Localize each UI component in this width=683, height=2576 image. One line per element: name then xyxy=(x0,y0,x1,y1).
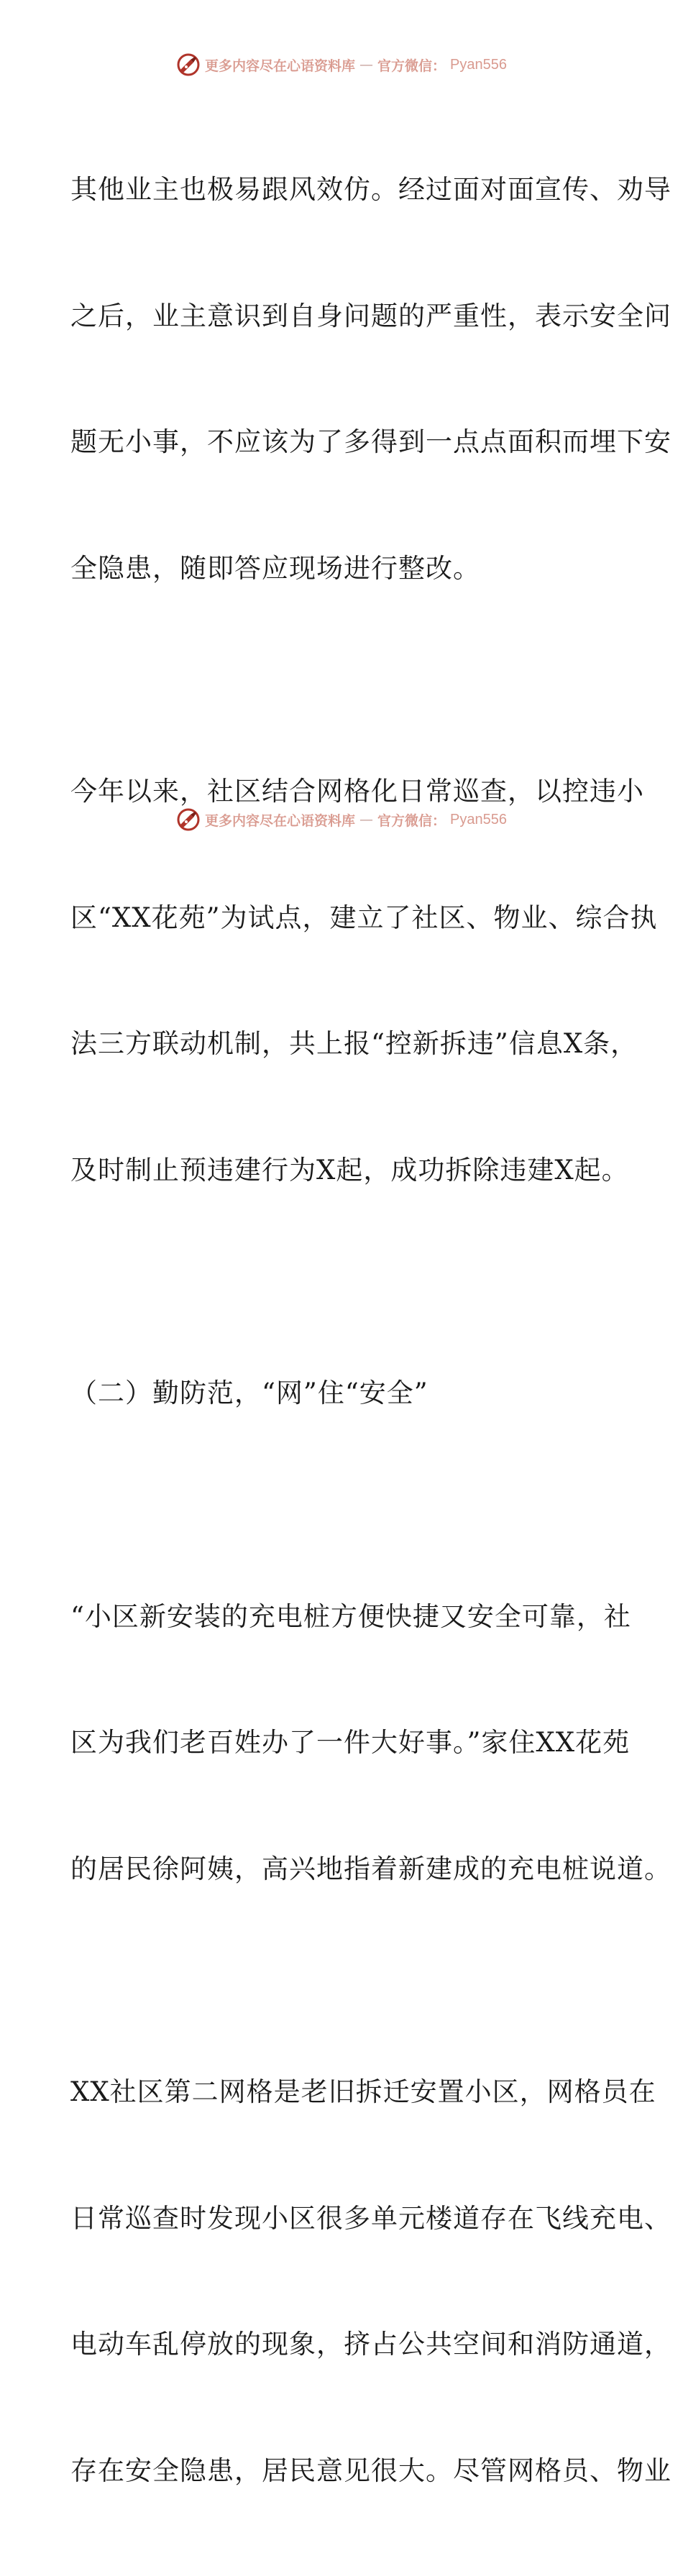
section-heading xyxy=(70,1288,624,1499)
banner-separator: — xyxy=(359,57,374,73)
banner-wechat-label: 官方微信： xyxy=(377,812,446,829)
banner-slogan: 更多内容尽在心语资料库 xyxy=(205,812,356,829)
text-line: 今年以来，社区结合网格化日常巡查，以控违小 xyxy=(70,776,644,807)
text-line: 全隐患，随即答应现场进行整改。 xyxy=(70,552,480,584)
text-line: 题无小事，不应该为了多得到一点点面积而埋下安 xyxy=(70,426,671,457)
text-line: “小区新安装的充电桩方便快捷又安全可靠，社 xyxy=(70,1600,631,1632)
text-line: 其他业主也极易跟风效仿。经过面对面宣传、劝导 xyxy=(70,174,671,205)
text-line: 电动车乱停放的现象，挤占公共空间和消防通道， xyxy=(70,2329,671,2360)
paragraph xyxy=(70,1512,671,1975)
banner-wechat-label: 官方微信： xyxy=(377,58,446,74)
text-line: 的居民徐阿姨，高兴地指着新建成的充电桩说道。 xyxy=(70,1853,671,1884)
paragraph xyxy=(70,687,658,1275)
footer-banner xyxy=(0,805,683,834)
header-banner xyxy=(0,50,683,79)
banner-wechat-id: Pyan556 xyxy=(450,56,507,73)
banner-wechat-id: Pyan556 xyxy=(450,811,507,828)
text-line: 区为我们老百姓办了一件大好事。”家住XX花苑 xyxy=(70,1727,631,1758)
text-line: 之后，业主意识到自身问题的严重性，表示安全问 xyxy=(70,300,671,331)
banner-slogan: 更多内容尽在心语资料库 xyxy=(205,58,356,74)
text-line: （二）勤防范，“网”住“安全” xyxy=(70,1378,428,1408)
document-body xyxy=(70,85,671,2576)
text-line: XX社区第二网格是老旧拆迁安置小区，网格员在 xyxy=(70,2076,656,2107)
paragraph xyxy=(70,85,671,674)
brand-logo-icon xyxy=(176,807,201,832)
paragraph xyxy=(70,1987,671,2576)
text-line: 及时制止预违建行为X起，成功拆除违建X起。 xyxy=(70,1154,629,1186)
text-line: 法三方联动机制，共上报“控新拆违”信息X条， xyxy=(70,1028,638,1059)
text-line: 存在安全隐患，居民意见很大。尽管网格员、物业 xyxy=(70,2454,671,2486)
text-line: 日常巡查时发现小区很多单元楼道存在飞线充电、 xyxy=(70,2202,671,2234)
brand-logo-icon xyxy=(176,52,201,77)
banner-separator: — xyxy=(359,812,374,828)
text-line: 区“XX花苑”为试点，建立了社区、物业、综合执 xyxy=(70,902,658,933)
